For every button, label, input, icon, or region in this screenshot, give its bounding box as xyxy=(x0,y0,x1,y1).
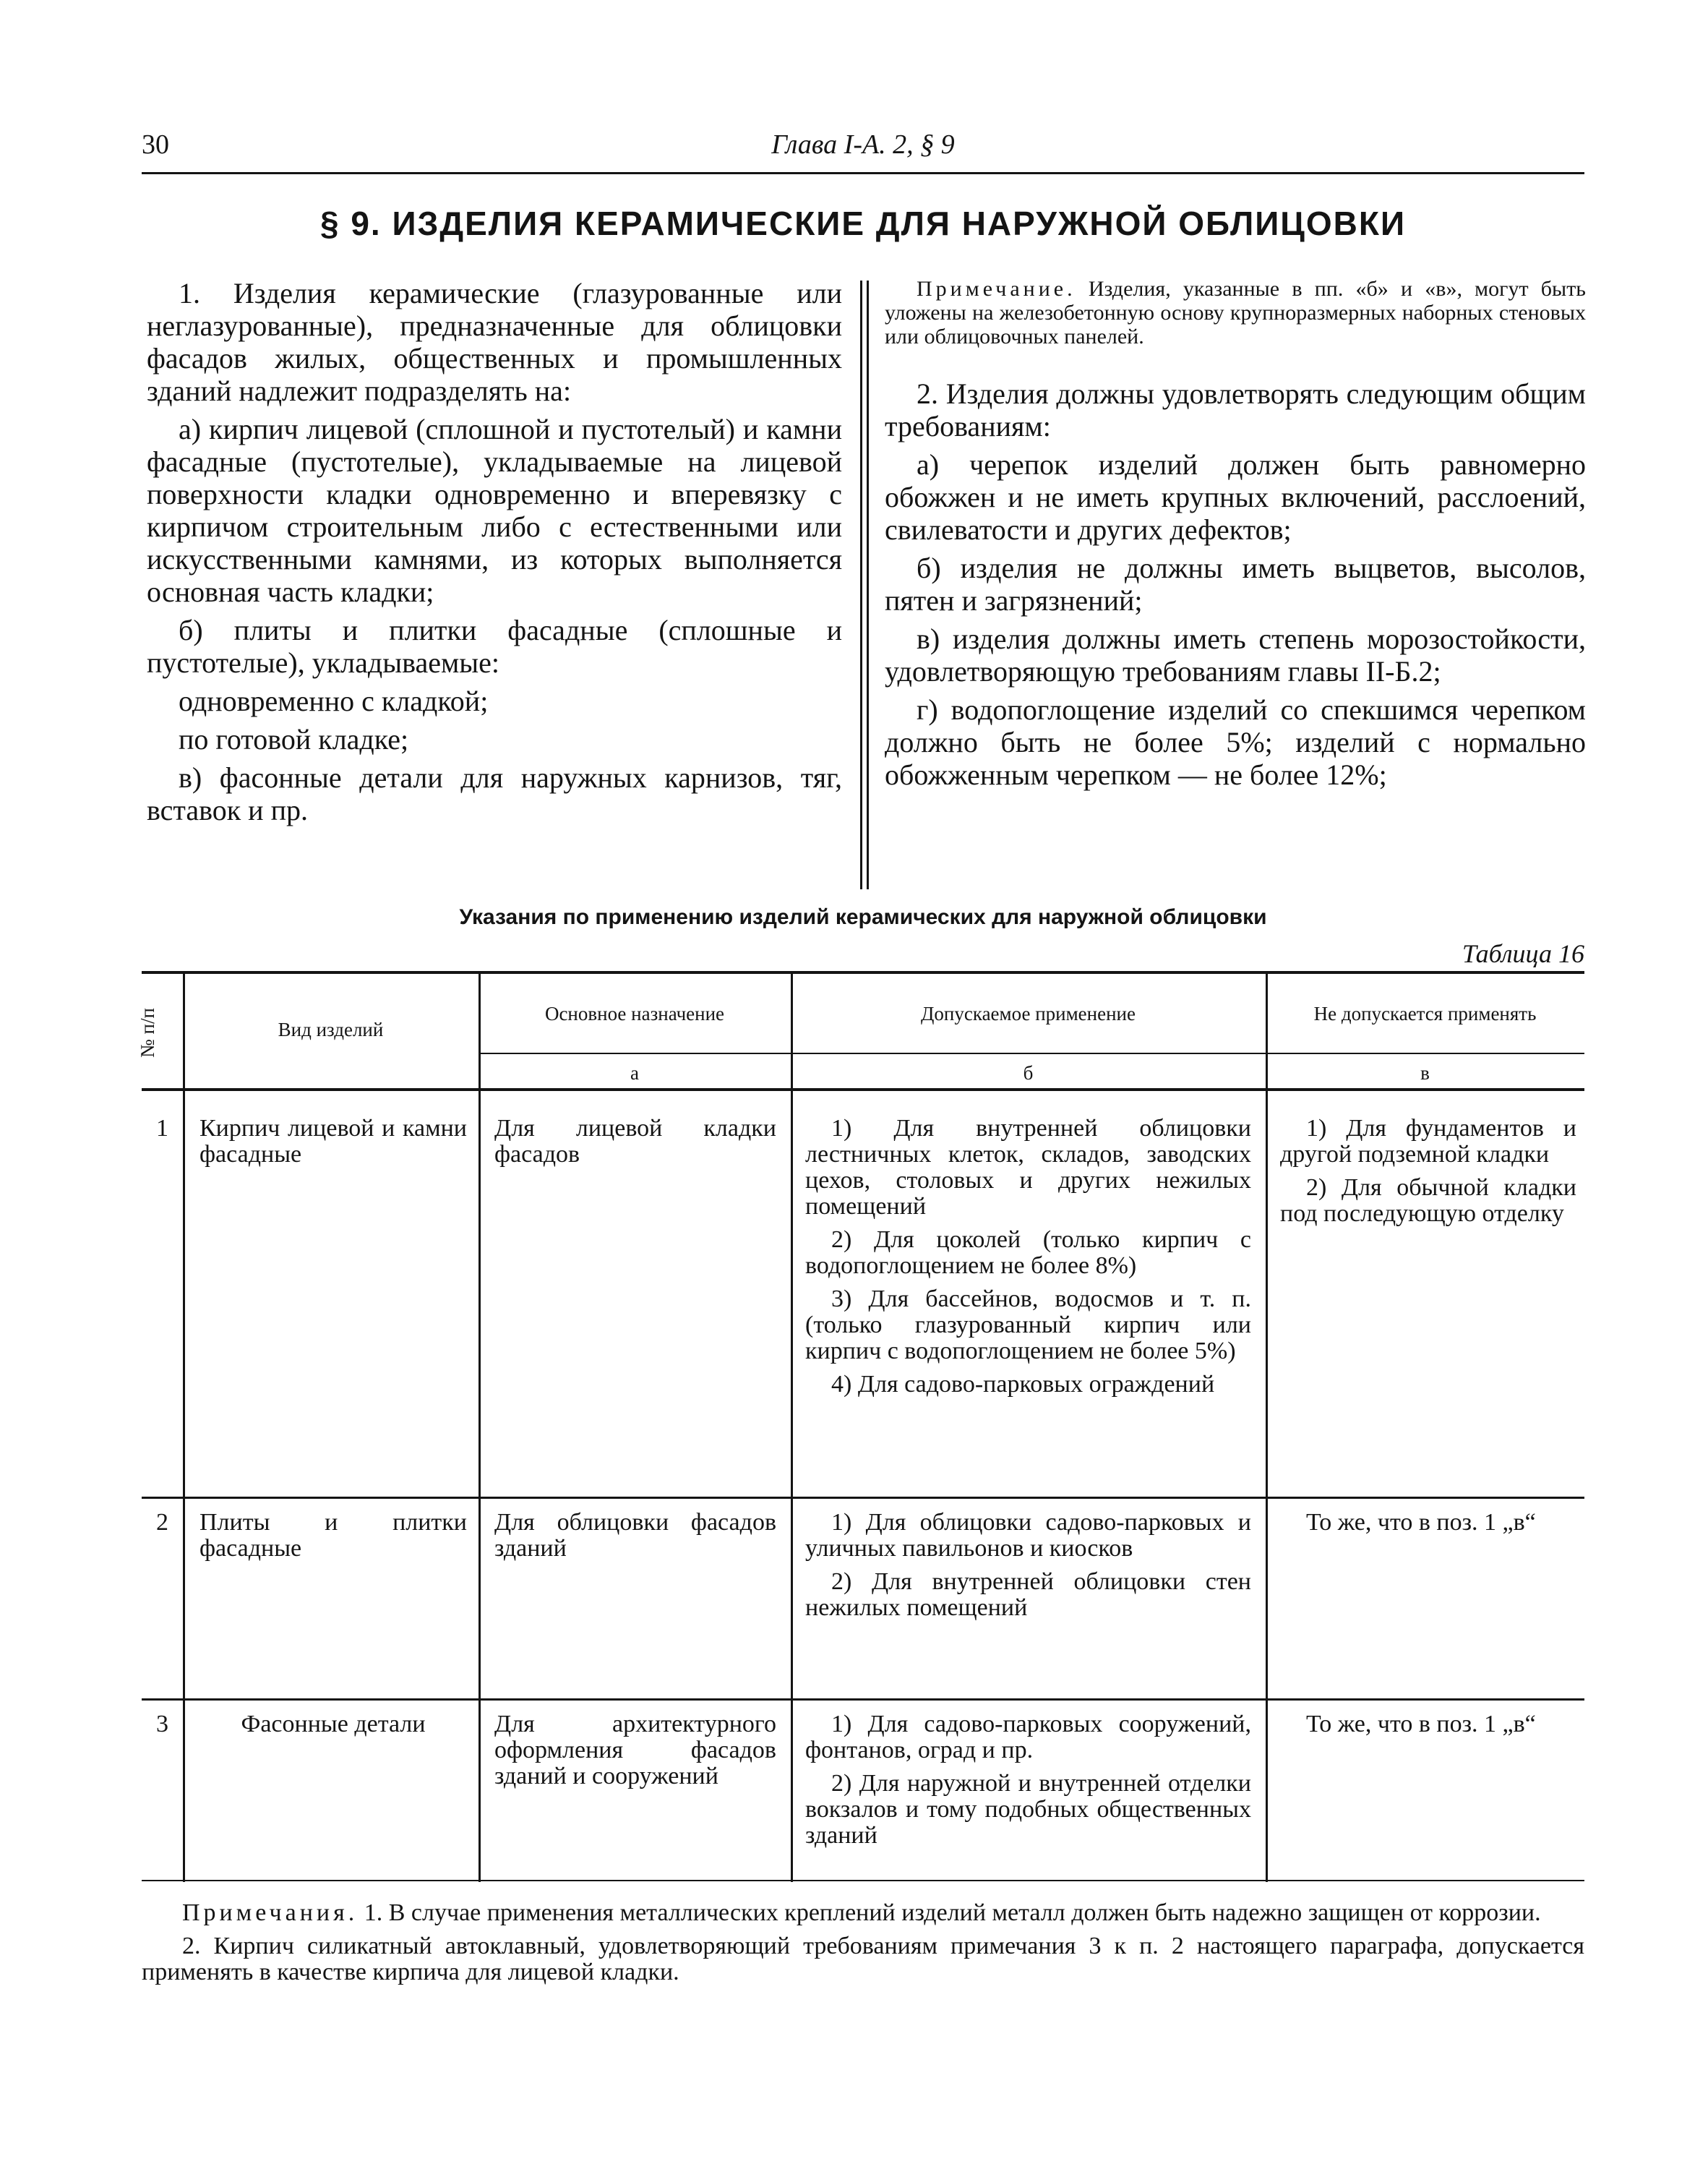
col-rule-1 xyxy=(183,971,185,1882)
row-1-allowed-item: 1) Для внутренней облицовки лестничных клеток, складов, заводских цехов, столовых и других нежилых помещений xyxy=(805,1115,1251,1220)
row-1-allowed-item: 4) Для садово-парковых ограждений xyxy=(831,1371,1215,1398)
row-1-forbidden-item: 2) Для обычной кладки под последующую отделку xyxy=(1280,1174,1576,1227)
row-1-allowed-item: 2) Для цоколей (только кирпич с водопоглощением не более 8%) xyxy=(805,1226,1251,1279)
row-1-forbidden xyxy=(1280,1116,1576,1234)
table-top-rule xyxy=(142,971,1584,974)
right-column xyxy=(885,277,1586,797)
section-title: § 9. ИЗДЕЛИЯ КЕРАМИЧЕСКИЕ ДЛЯ НАРУЖНОЙ ОБЛИЦОВКИ xyxy=(319,205,1407,242)
row-2-main: Для облицовки фасадов зданий xyxy=(494,1509,776,1562)
row-3-kind: Фасонные детали xyxy=(241,1711,426,1737)
clause-1-v: в) фасонные детали для наружных карнизов, тяг, вставок и пр. xyxy=(147,761,842,826)
col-rule-2 xyxy=(479,971,481,1882)
row-1-kind: Кирпич лицевой и камни фасадные xyxy=(199,1115,467,1168)
row-3-allowed-item: 2) Для наружной и внутренней отделки вокзалов и тому подобных общественных зданий xyxy=(805,1770,1251,1849)
clause-2-a: а) черепок изделий должен быть равномерно обожжен и не иметь крупных включений, расслоений, свилеватости и других дефектов; xyxy=(885,448,1586,546)
row-3-allowed-item: 1) Для садово-парковых сооружений, фонтанов, оград и пр. xyxy=(805,1711,1251,1763)
clause-2-v: в) изделия должны иметь степень морозостойкости, удовлетворяющую требованиям главы II-Б.2; xyxy=(885,623,1586,688)
table-footnotes xyxy=(142,1900,1584,1993)
clause-1-b: б) плиты и плитки фасадные (сплошные и пустотелые), укладываемые: xyxy=(147,614,842,679)
column-divider xyxy=(860,281,869,889)
header-bottom-rule xyxy=(142,1088,1584,1091)
header-sub-a: а xyxy=(630,1062,639,1084)
row-1-allowed xyxy=(805,1116,1251,1405)
row-3-number: 3 xyxy=(156,1711,168,1737)
clause-2: 2. Изделия должны удовлетворять следующим общим требованиям: xyxy=(885,377,1586,442)
note-paragraph xyxy=(885,277,1586,348)
header-allowed: Допускаемое применение xyxy=(921,1003,1136,1025)
row-1-number: 1 xyxy=(156,1115,168,1142)
row-3-forbidden-item: То же, что в поз. 1 „в“ xyxy=(1306,1711,1536,1737)
footnote-label: Примечания. xyxy=(182,1899,359,1926)
row-2-allowed xyxy=(805,1510,1251,1628)
header-main: Основное назначение xyxy=(544,1003,725,1025)
col-rule-4 xyxy=(1266,971,1268,1882)
clause-2-b: б) изделия не должны иметь выцветов, высолов, пятен и загрязнений; xyxy=(885,552,1586,617)
row-1-forbidden-item: 1) Для фундаментов и другой подземной кладки xyxy=(1280,1115,1576,1168)
row-2-allowed-item: 1) Для облицовки садово-парковых и уличных павильонов и киосков xyxy=(805,1509,1251,1562)
chapter-reference: Глава I-А. 2, § 9 xyxy=(771,129,955,160)
header-kind: Вид изделий xyxy=(278,1019,384,1040)
row-3-main: Для архитектурного оформления фасадов зданий и сооружений xyxy=(494,1711,776,1789)
clause-1-b-item-2: по готовой кладке; xyxy=(179,723,409,756)
note-label: Примечание. xyxy=(917,277,1076,301)
row-2-bottom-rule xyxy=(142,1698,1584,1701)
header-number: № п/п xyxy=(137,1008,158,1058)
clause-1-a: а) кирпич лицевой (сплошной и пустотелый) и камни фасадные (пустотелые), укладываемые на лицевой поверхности кладки одновременно и вперевязку с кирпичом строительным либо с естественными или искусственными камнями, из которых выполняется основная часть кладки; xyxy=(147,413,842,608)
header-sub-v: в xyxy=(1420,1062,1430,1084)
header-forbidden: Не допускается применять xyxy=(1313,1003,1537,1025)
col-rule-3 xyxy=(791,971,793,1882)
row-1-allowed-item: 3) Для бассейнов, водосмов и т. п. (только глазурованный кирпич или кирпич с водопоглощением не более 5%) xyxy=(805,1286,1251,1364)
note-text: Изделия, указанные в пп. «б» и «в», могут быть уложены на железобетонную основу крупноразмерных наборных стеновых или облицовочных панелей. xyxy=(885,277,1586,348)
application-table xyxy=(137,971,1584,1882)
left-column xyxy=(147,277,842,832)
footnote-2: 2. Кирпич силикатный автоклавный, удовлетворяющий требованиям примечания 3 к п. 2 настоящего параграфа, допускается применять в качестве кирпича для лицевой кладки. xyxy=(142,1933,1584,1985)
row-3-forbidden xyxy=(1280,1711,1576,1745)
row-2-allowed-item: 2) Для внутренней облицовки стен нежилых помещений xyxy=(805,1568,1251,1621)
row-2-forbidden xyxy=(1280,1510,1576,1543)
row-2-forbidden-item: То же, что в поз. 1 „в“ xyxy=(1306,1509,1536,1536)
page-number: 30 xyxy=(142,129,169,160)
table-bottom-rule xyxy=(142,1880,1584,1881)
clause-1: 1. Изделия керамические (глазурованные или неглазурованные), предназначенные для облицовки фасадов жилых, общественных и промышленных зданий надлежит подразделять на: xyxy=(147,277,842,407)
row-1-main: Для лицевой кладки фасадов xyxy=(494,1115,776,1168)
clause-1-b-item-1: одновременно с кладкой; xyxy=(179,685,489,717)
row-3-allowed xyxy=(805,1711,1251,1856)
header-sub-b: б xyxy=(1023,1062,1034,1084)
row-2-number: 2 xyxy=(156,1509,168,1536)
row-1-bottom-rule xyxy=(142,1497,1584,1499)
table-caption: Указания по применению изделий керамических для наружной облицовки xyxy=(459,905,1267,929)
clause-2-g: г) водопоглощение изделий со спекшимся черепком должно быть не более 5%; изделий с нормально обожженным черепком — не более 12%; xyxy=(885,693,1586,791)
header-sub-rule xyxy=(479,1053,1584,1054)
footnote-1 xyxy=(142,1900,1584,1926)
footnote-1-text: 1. В случае применения металлических креплений изделий металл должен быть надежно защищен от коррозии. xyxy=(364,1899,1541,1926)
row-2-kind: Плиты и плитки фасадные xyxy=(199,1509,467,1562)
table-label: Таблица 16 xyxy=(1462,939,1584,968)
running-header xyxy=(142,129,1584,163)
header-rule xyxy=(142,172,1584,174)
